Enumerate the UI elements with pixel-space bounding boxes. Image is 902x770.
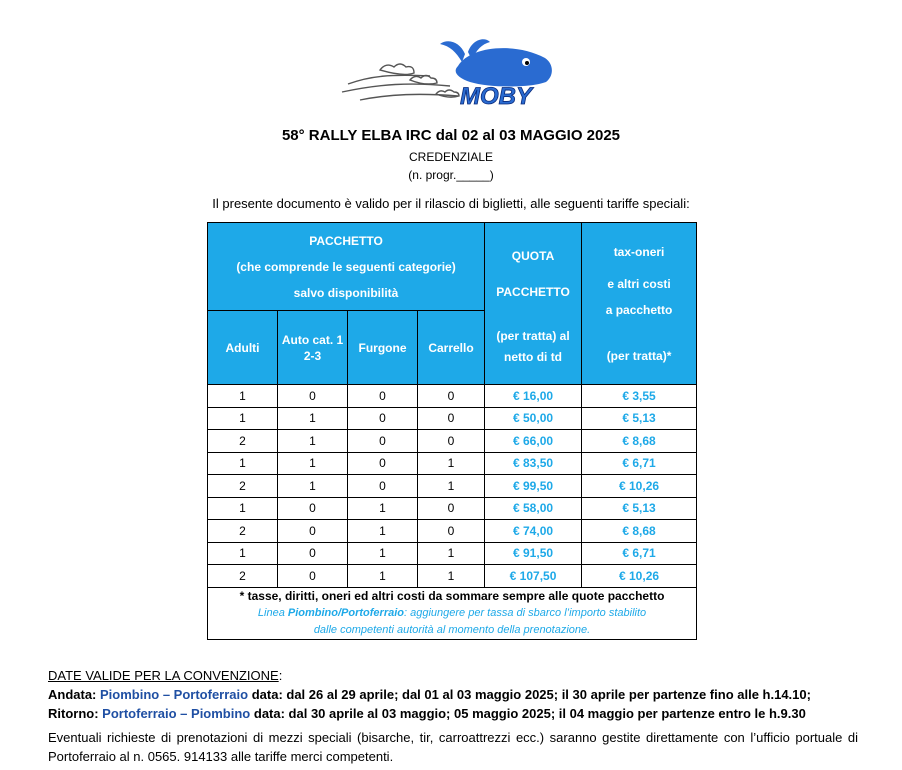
event-title: 58° RALLY ELBA IRC dal 02 al 03 MAGGIO 2025 [281,127,621,144]
cell-adulti: 1 [208,452,278,475]
col-furgone: Furgone [348,311,418,385]
cell-carrello: 0 [418,497,485,520]
cell-tax: € 5,13 [582,497,697,520]
notes-row [208,587,697,639]
tax-header: tax-oneri e altri costi a pacchetto (per tratta)* [582,223,697,385]
cell-adulti: 1 [208,497,278,520]
cell-quota: € 107,50 [485,565,582,588]
cell-tax: € 8,68 [582,520,697,543]
table-row [208,542,697,565]
cell-tax: € 5,13 [582,407,697,430]
notes-cell [208,587,697,639]
cell-tax: € 3,55 [582,385,697,408]
cell-adulti: 2 [208,520,278,543]
special-vehicles-note: Eventuali richieste di prenotazioni di mezzi speciali (bisarche, tir, carroattrezzi ecc.) saranno gestite direttamente con l’ufficio portuale di Portoferraio al n. 0565. 914133 alle tariffe merci competenti. [48,730,858,764]
cell-quota: € 99,50 [485,475,582,498]
document-subtitle: CREDENZIALE [408,150,494,164]
cell-tax: € 6,71 [582,452,697,475]
table-row [208,385,697,408]
cell-auto: 1 [278,475,348,498]
cell-furgone: 1 [348,565,418,588]
cell-carrello: 0 [418,385,485,408]
cell-carrello: 0 [418,407,485,430]
cell-auto: 0 [278,497,348,520]
cell-adulti: 2 [208,475,278,498]
cell-adulti: 2 [208,565,278,588]
table-row [208,430,697,453]
cell-quota: € 74,00 [485,520,582,543]
note-taxes: * tasse, diritti, oneri ed altri costi da sommare sempre alle quote pacchetto [239,588,665,603]
cell-auto: 0 [278,385,348,408]
progressive-number: (n. progr._____) [408,168,494,182]
cell-adulti: 1 [208,385,278,408]
intro-text: Il presente documento è valido per il rilascio di biglietti, alle seguenti tariffe speciali: [212,196,690,211]
svg-text:MOBY: MOBY [460,83,532,110]
andata-line: Andata: Piombino – Portoferraio data: dal 26 al 29 aprile; dal 01 al 03 maggio 2025; il 30 aprile per partenze fino alle h.14.10; [48,687,811,702]
cell-carrello: 1 [418,542,485,565]
cell-carrello: 0 [418,430,485,453]
ritorno-line: Ritorno: Portoferraio – Piombino data: dal 30 aprile al 03 maggio; 05 maggio 2025; il 04 maggio per partenze entro le h.9.30 [48,706,806,721]
cell-tax: € 10,26 [582,565,697,588]
note-sbarco: Linea Piombino/Portoferraio: aggiungere per tassa di sbarco l’importo stabilito dalle competenti autorità al momento della prenotazione. [257,606,647,636]
quota-header: QUOTA PACCHETTO (per tratta) al netto di td [485,223,582,385]
cell-carrello: 1 [418,475,485,498]
cell-furgone: 1 [348,542,418,565]
cell-quota: € 83,50 [485,452,582,475]
cell-furgone: 1 [348,497,418,520]
pacchetto-header: PACCHETTO (che comprende le seguenti categorie) salvo disponibilità [208,223,485,311]
cell-auto: 1 [278,430,348,453]
cell-tax: € 10,26 [582,475,697,498]
table-row [208,565,697,588]
cell-carrello: 1 [418,452,485,475]
cell-tax: € 6,71 [582,542,697,565]
tariff-table [207,222,697,640]
cell-auto: 0 [278,565,348,588]
table-header-row [208,223,697,311]
col-adulti: Adulti [208,311,278,385]
table-row [208,475,697,498]
cell-quota: € 66,00 [485,430,582,453]
cell-furgone: 0 [348,385,418,408]
moby-logo [340,36,564,112]
cell-quota: € 91,50 [485,542,582,565]
dates-header: DATE VALIDE PER LA CONVENZIONE: [48,668,283,683]
cell-furgone: 1 [348,520,418,543]
cell-adulti: 1 [208,542,278,565]
table-row [208,497,697,520]
cell-quota: € 50,00 [485,407,582,430]
valid-dates [48,666,811,723]
table-row [208,520,697,543]
table-row [208,452,697,475]
table-row [208,407,697,430]
cell-auto: 1 [278,407,348,430]
cell-auto: 1 [278,452,348,475]
whale-logo-icon [340,36,564,112]
cell-furgone: 0 [348,430,418,453]
cell-quota: € 58,00 [485,497,582,520]
cell-furgone: 0 [348,475,418,498]
cell-tax: € 8,68 [582,430,697,453]
cell-auto: 0 [278,520,348,543]
table-body [208,385,697,588]
cell-furgone: 0 [348,452,418,475]
cell-quota: € 16,00 [485,385,582,408]
cell-adulti: 1 [208,407,278,430]
col-auto: Auto cat. 1 2-3 [278,311,348,385]
col-carrello: Carrello [418,311,485,385]
cell-furgone: 0 [348,407,418,430]
cell-carrello: 0 [418,520,485,543]
cell-auto: 0 [278,542,348,565]
cell-adulti: 2 [208,430,278,453]
cell-carrello: 1 [418,565,485,588]
